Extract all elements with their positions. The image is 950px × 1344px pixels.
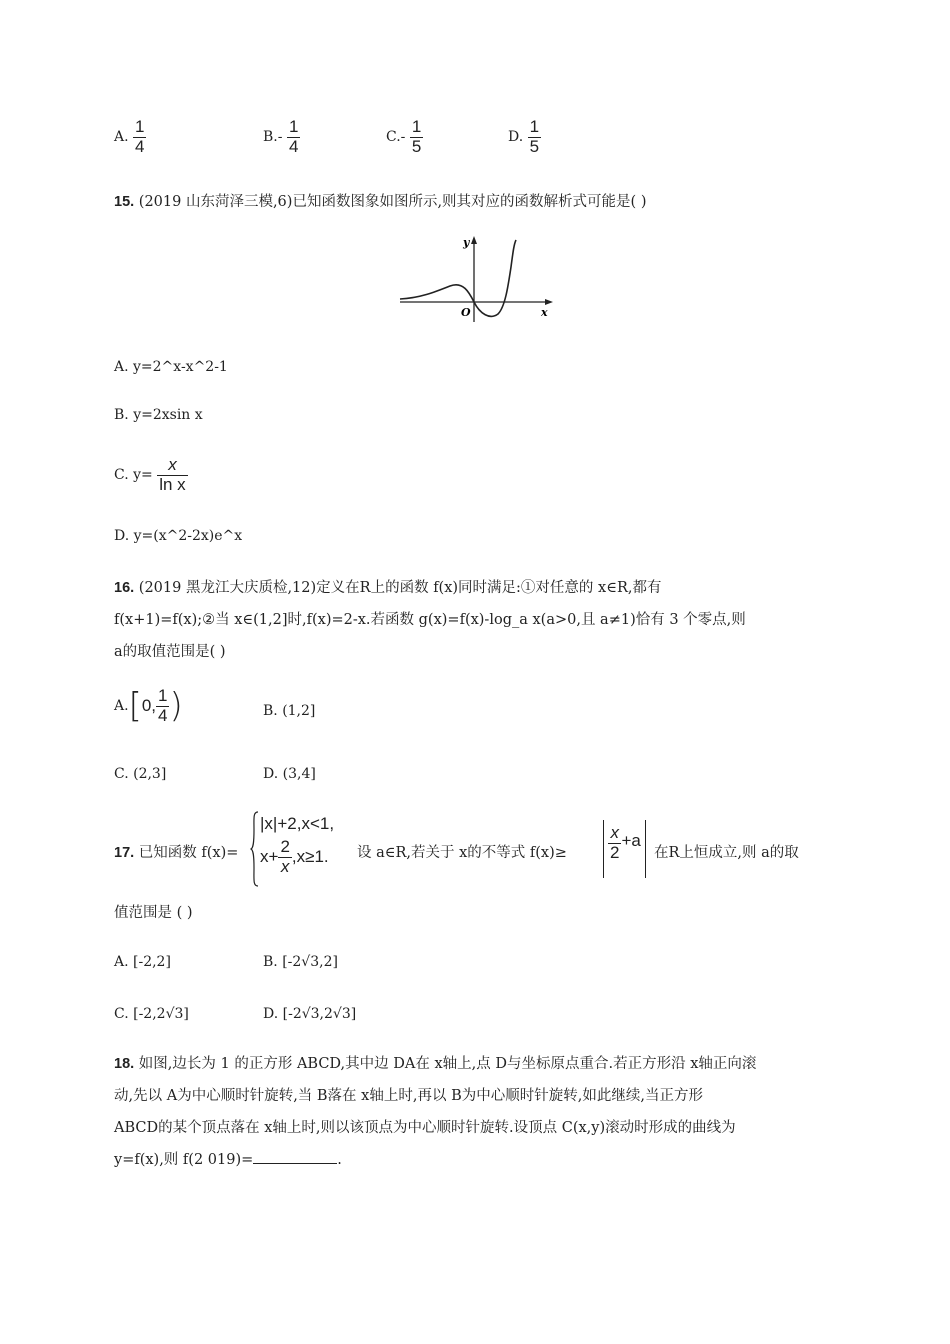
fraction-numerator: 1 [411, 117, 422, 136]
fraction-numerator: 2 [280, 837, 290, 856]
fraction [278, 838, 291, 876]
fraction-denominator: 5 [529, 136, 540, 156]
q15-function-graph [395, 232, 560, 327]
fraction-denominator: ln x [159, 474, 186, 494]
fraction-numerator: x [168, 455, 177, 474]
question-number: 18. [114, 1056, 135, 1072]
fraction-denominator: 4 [158, 705, 168, 725]
q17-stem-start [114, 841, 238, 862]
q14-option-a [114, 118, 146, 156]
fraction-denominator: x [278, 857, 291, 877]
absolute-value-bars [603, 820, 646, 878]
case-text: x+ [260, 847, 279, 867]
fraction [133, 118, 146, 156]
fraction-numerator: x [610, 823, 619, 842]
question-text: 如图,边长为 1 的正方形 ABCD,其中边 DA在 x轴上,点 D与坐标原点重合.若正方形沿 x轴正向滚 [138, 1056, 757, 1072]
case-text: ,x≥1. [291, 847, 329, 867]
question-number: 15. [114, 194, 135, 210]
q16-option-c: C. (2,3] [114, 766, 167, 782]
piecewise-case-2 [260, 838, 329, 876]
q16-stem-line2: f(x+1)=f(x);②当 x∈(1,2]时,f(x)=2-x.若函数 g(x)=f(x)-log_a x(a>0,且 a≠1)恰有 3 个零点,则 [114, 612, 746, 628]
function-curve [400, 240, 516, 316]
question-text: 已知函数 f(x)= [138, 845, 239, 861]
fraction-numerator: 1 [288, 117, 299, 136]
x-axis-label: x [541, 306, 548, 319]
question-text: (2019 山东菏泽三模,6)已知函数图象如图所示,则其对应的函数解析式可能是( ) [138, 194, 647, 210]
x-axis-arrow [545, 299, 553, 305]
option-label: C. [386, 129, 401, 146]
fraction-denominator: 4 [135, 136, 145, 156]
question-text: . [337, 1152, 342, 1168]
q15-stem [114, 190, 646, 211]
q18-stem-line2: 动,先以 A为中心顺时针旋转,当 B落在 x轴上时,再以 B为中心顺时针旋转,如此继续,当正方形 [114, 1088, 703, 1104]
interval-left: 0, [141, 696, 157, 715]
answer-blank[interactable] [253, 1151, 337, 1164]
q14-option-b [263, 118, 300, 156]
option-label: D. [508, 129, 524, 146]
q17-option-c: C. [-2,2√3] [114, 1006, 189, 1022]
q15-option-d: D. y=(x^2-2x)e^x [114, 528, 243, 544]
q17-stem-line2: 值范围是 ( ) [114, 905, 193, 921]
fraction-denominator: 4 [288, 136, 299, 156]
fraction-denominator: 5 [411, 136, 422, 156]
abs-text: +a [621, 831, 641, 851]
y-axis-arrow [471, 236, 477, 244]
q17-option-b: B. [-2√3,2] [263, 954, 338, 970]
origin-label: O [461, 306, 471, 319]
fraction [287, 118, 300, 156]
fraction-numerator: 1 [158, 685, 168, 705]
piecewise-brace [250, 810, 260, 888]
option-label: A. [114, 129, 129, 146]
fraction-numerator: 1 [529, 117, 540, 136]
fraction [410, 118, 423, 156]
fraction [156, 687, 169, 725]
q18-stem-line3: ABCD的某个顶点落在 x轴上时,则以该顶点为中心顺时针旋转.设顶点 C(x,y)滚动时形成的曲线为 [114, 1120, 736, 1136]
option-label: B. [263, 129, 278, 146]
y-axis-label: y [463, 236, 470, 249]
fraction [608, 824, 621, 862]
question-number: 16. [114, 580, 135, 596]
q17-option-a: A. [-2,2] [114, 954, 171, 970]
question-text: y=f(x),则 f(2 019)= [114, 1152, 254, 1168]
q15-option-a: A. y=2^x-x^2-1 [114, 359, 228, 375]
fraction-denominator: 2 [610, 842, 620, 862]
question-number: 17. [114, 845, 135, 861]
q16-option-b: B. (1,2] [263, 703, 316, 719]
q17-option-d: D. [-2√3,2√3] [263, 1006, 357, 1022]
q17-stem-mid: 设 a∈R,若关于 x的不等式 f(x)≥ [357, 845, 567, 861]
q18-stem-line4 [114, 1148, 342, 1169]
option-sign: - [400, 129, 406, 146]
q14-option-d [508, 118, 541, 156]
q17-stem-end: 在R上恒成立,则 a的取 [654, 845, 799, 861]
fraction [528, 118, 541, 156]
piecewise-case-1: |x|+2,x<1, [260, 814, 335, 833]
fraction-numerator: 1 [135, 117, 145, 136]
q18-stem-line1 [114, 1052, 756, 1073]
q16-stem-line1 [114, 576, 661, 597]
question-text: (2019 黑龙江大庆质检,12)定义在R上的函数 f(x)同时满足:①对任意的 x∈R,都有 [138, 580, 662, 596]
q16-stem-line3: a的取值范围是( ) [114, 644, 226, 660]
q16-option-a: A.[0, $\frac{1}{4}$ ) [114, 685, 183, 726]
fraction [157, 456, 187, 494]
option-label: C. y= [114, 467, 153, 484]
q14-option-c [386, 118, 423, 156]
q16-option-d: D. (3,4] [263, 766, 316, 782]
option-sign: - [277, 129, 283, 146]
q15-option-b: B. y=2xsin x [114, 407, 203, 423]
option-label: A. [114, 698, 129, 714]
q15-option-c [114, 456, 188, 494]
